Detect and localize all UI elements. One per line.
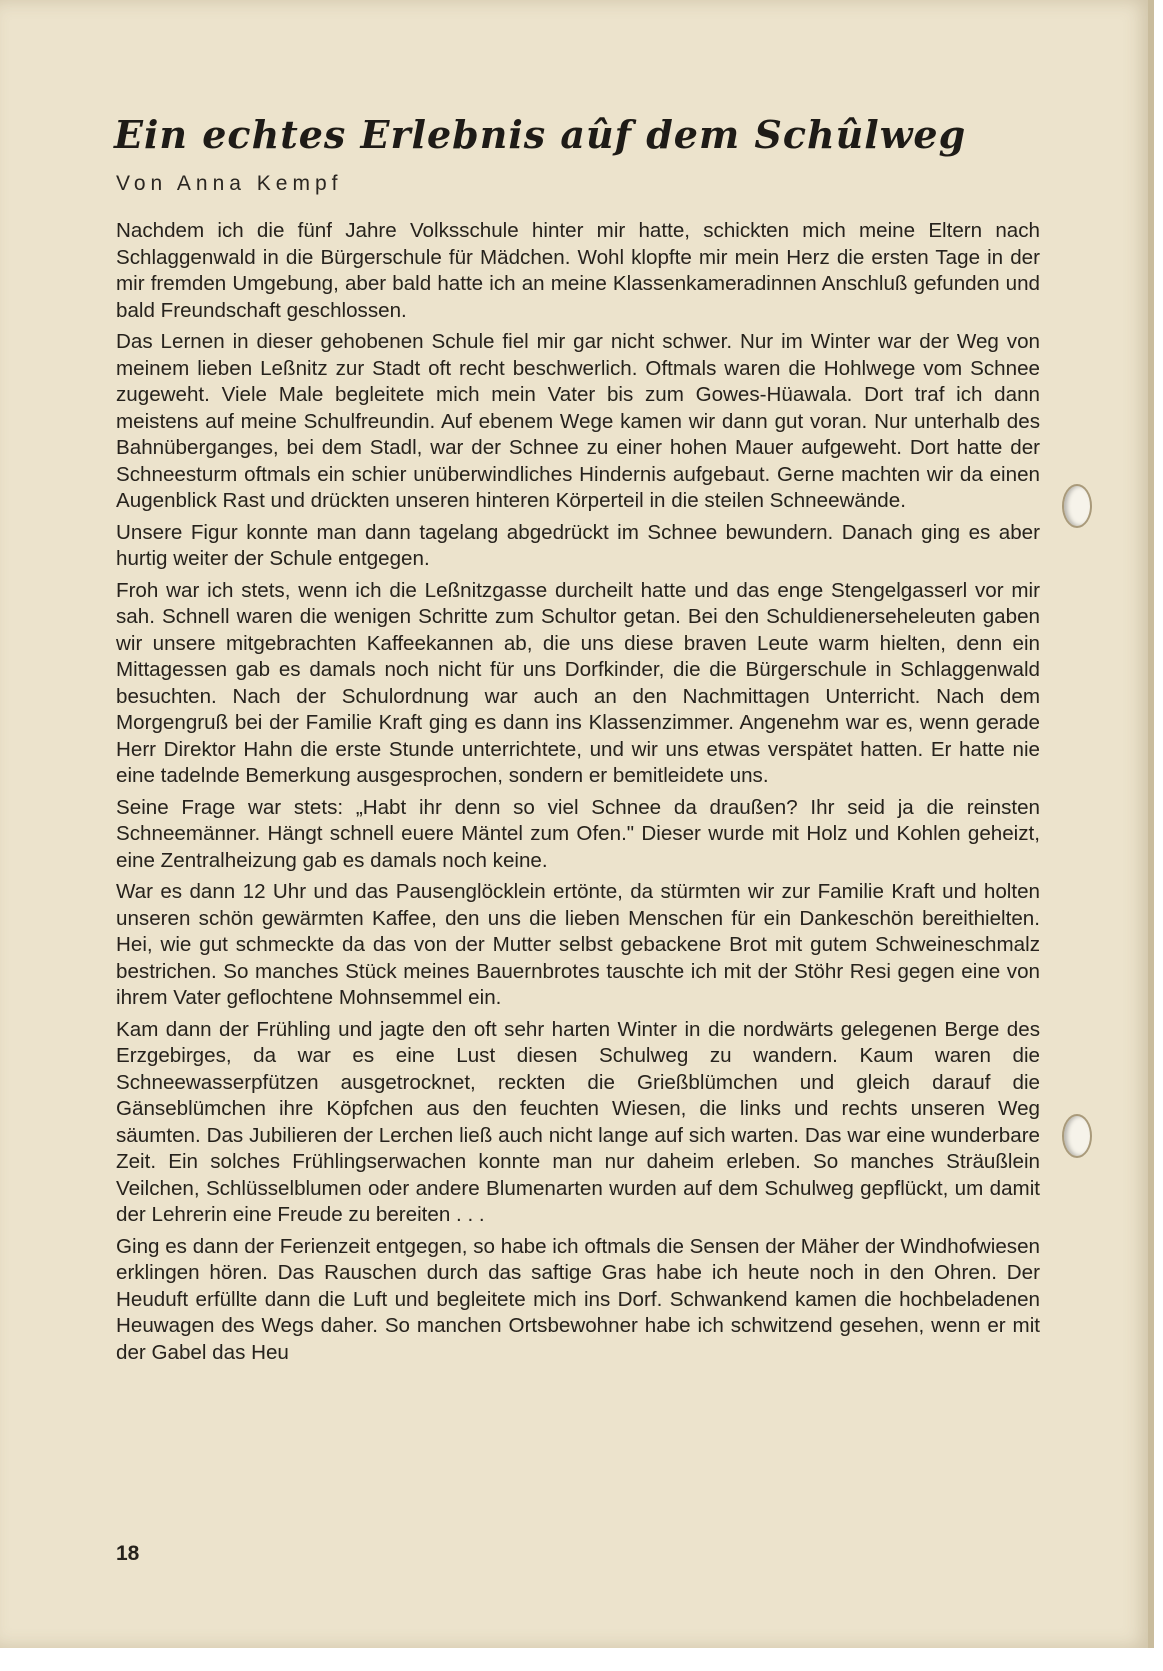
page-edge <box>1148 0 1154 1648</box>
paragraph: Froh war ich stets, wenn ich die Leßnitzgasse durcheilt hatte und das enge Stengelgasserl vor mir sah. Schnell waren die wenigen Schritte zum Schultor getan. Bei den Schuldienerseheleuten gaben wir unsere mitgebrachten Kaffeekannen ab, die uns diese braven Leute warm hielten, denn ein Mittagessen gab es damals noch nicht für uns Dorfkinder, die die Bürgerschule in Schlaggenwald besuchten. Nach der Schulordnung war auch an den Nachmittagen Unterricht. Nach dem Morgengruß bei der Familie Kraft ging es dann ins Klassenzimmer. Angenehm war es, wenn gerade Herr Direktor Hahn die erste Stunde unterrichtete, und wir uns etwas verspätet hatten. Er hatte nie eine tadelnde Bemerkung ausgesprochen, sondern er bemitleidete uns. <box>116 578 1040 787</box>
paragraph: War es dann 12 Uhr und das Pausenglöcklein ertönte, da stürmten wir zur Familie Kraft und holten unseren schön gewärmten Kaffee, den uns die lieben Menschen für ein Dankeschön bereithielten. Hei, wie gut schmeckte da das von der Mutter selbst gebackene Brot mit gutem Schweineschmalz bestrichen. So manches Stück meines Bauernbrotes tauschte ich mit der Stöhr Resi gegen eine von ihrem Vater geflochtene Mohnsemmel ein. <box>116 880 1040 1009</box>
page-number: 18 <box>116 1542 140 1565</box>
paragraph: Das Lernen in dieser gehobenen Schule fiel mir gar nicht schwer. Nur im Winter war der Weg von meinem lieben Leßnitz zur Stadt oft recht beschwerlich. Oftmals waren die Hohlwege vom Schnee zugeweht. Viele Male begleitete mich mein Vater bis zum Gowes-Hüawala. Dort traf ich dann meistens auf meine Schulfreundin. Auf ebenem Wege kamen wir dann gut voran. Nur unterhalb des Bahnüberganges, bei dem Stadl, war der Schnee zu einer hohen Mauer aufgeweht. Dort hatte der Schneesturm oftmals ein schier unüberwindliches Hindernis aufgebaut. Gerne machten wir da einen Augenblick Rast und drückten unseren hinteren Körperteil in die steilen Schneewände. <box>116 330 1040 512</box>
article-title: Ein echtes Erlebnis aûf dem Schûlweg <box>114 112 967 157</box>
paragraph: Ging es dann der Ferienzeit entgegen, so habe ich oftmals die Sensen der Mäher der Windhofwiesen erklingen hören. Das Rauschen durch das saftige Gras habe ich heute noch in den Ohren. Der Heuduft erfüllte dann die Luft und begleitete mich ins Dorf. Schwankend kamen die hochbeladenen Heuwagen des Wegs daher. So manchen Ortsbewohner habe ich schwitzend gesehen, wenn er mit der Gabel das Heu <box>116 1234 1040 1364</box>
paragraph: Kam dann der Frühling und jagte den oft sehr harten Winter in die nordwärts gelegenen Berge des Erzgebirges, da war es eine Lust diesen Schulweg zu wandern. Kaum waren die Schneewasserpfützen ausgetrocknet, reckten die Grießblümchen und gleich darauf die Gänseblümchen ihre Köpfchen aus den feuchten Wiesen, die links und rechts unseren Weg säumten. Das Jubilieren der Lerchen ließ auch nicht lange auf sich warten. Das war eine wunderbare Zeit. Ein solches Frühlingserwachen konnte man nur daheim erleben. So manches Sträußlein Veilchen, Schlüsselblumen oder andere Blumenarten wurden auf dem Schulweg gepflückt, um damit der Lehrerin eine Freude zu bereiten . . . <box>116 1017 1040 1226</box>
paragraph: Unsere Figur konnte man dann tagelang abgedrückt im Schnee bewundern. Danach ging es aber hurtig weiter der Schule entgegen. <box>116 520 1040 570</box>
paragraph: Nachdem ich die fünf Jahre Volksschule hinter mir hatte, schickten mich meine Eltern nach Schlaggenwald in die Bürgerschule für Mädchen. Wohl klopfte mir mein Herz die ersten Tage in der mir fremden Umgebung, aber bald hatte ich an meine Klassenkameradinnen Anschluß gefunden und bald Freundschaft geschlossen. <box>116 219 1040 322</box>
article-author: Von Anna Kempf <box>116 172 343 195</box>
paragraph: Seine Frage war stets: „Habt ihr denn so viel Schnee da draußen? Ihr seid ja die reinsten Schneemänner. Hängt schnell euere Mäntel zum Ofen." Dieser wurde mit Holz und Kohlen geheizt, eine Zentralheizung gab es damals noch keine. <box>116 795 1040 872</box>
article-body <box>116 218 1040 1371</box>
binder-hole-top <box>1062 484 1092 528</box>
binder-hole-bottom <box>1062 1114 1092 1158</box>
